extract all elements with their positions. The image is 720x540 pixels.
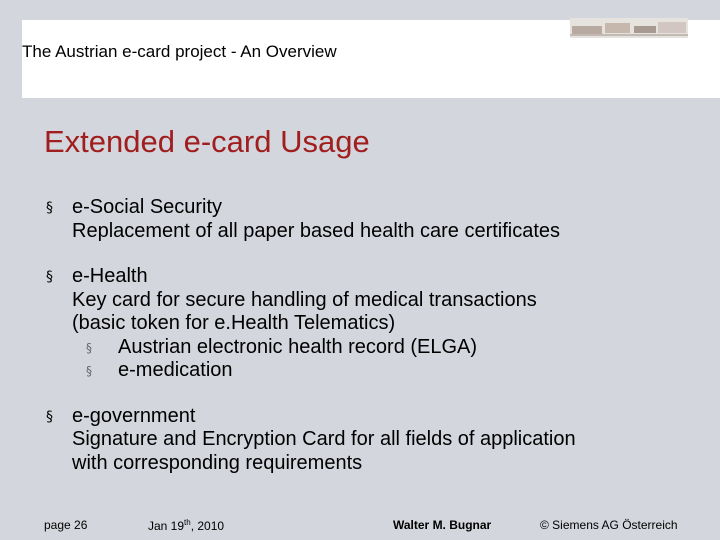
bullet-marker-icon: §: [46, 408, 53, 425]
bullet-marker-icon: §: [46, 200, 53, 216]
footer-author: Walter M. Bugnar: [393, 518, 492, 532]
bullet-item: [44, 265, 704, 383]
footer-copyright: © Siemens AG Österreich: [540, 518, 678, 532]
bullet-list: [44, 196, 704, 497]
bullet-marker-icon: §: [46, 269, 53, 285]
bullet-text: Replacement of all paper based health care certificates: [72, 219, 561, 242]
bullet-heading: e-Social Security: [72, 196, 223, 218]
slide-title: Extended e-card Usage: [44, 124, 370, 159]
bullet-text: Key card for secure handling of medical transactions: [72, 288, 537, 311]
bullet-text: (basic token for e.Health Telematics): [72, 312, 396, 334]
sub-bullet-marker-icon: §: [86, 340, 92, 355]
presentation-title: The Austrian e-card project - An Overview: [22, 42, 337, 61]
sub-bullet-text: Austrian electronic health record (ELGA): [118, 335, 478, 358]
footer-date: [148, 518, 224, 533]
sub-bullet-marker-icon: §: [86, 364, 92, 378]
header-logo-image: [550, 18, 690, 38]
date-suffix-ordinal: th: [184, 518, 191, 527]
page-number: page 26: [44, 518, 88, 532]
sub-bullet-item: [72, 359, 704, 383]
bullet-item: [44, 196, 704, 243]
bullet-text: Signature and Encryption Card for all fields of application: [72, 428, 576, 450]
bullet-heading: e-government: [72, 404, 196, 427]
footer: [0, 518, 720, 534]
date-prefix: Jan 19: [148, 519, 185, 533]
bullet-item: [44, 405, 704, 476]
date-year: , 2010: [190, 519, 225, 533]
sub-bullet-item: [72, 336, 704, 360]
sub-bullet-text: e-medication: [118, 359, 233, 381]
bullet-text: with corresponding requirements: [72, 451, 363, 474]
bullet-heading: e-Health: [72, 265, 148, 287]
